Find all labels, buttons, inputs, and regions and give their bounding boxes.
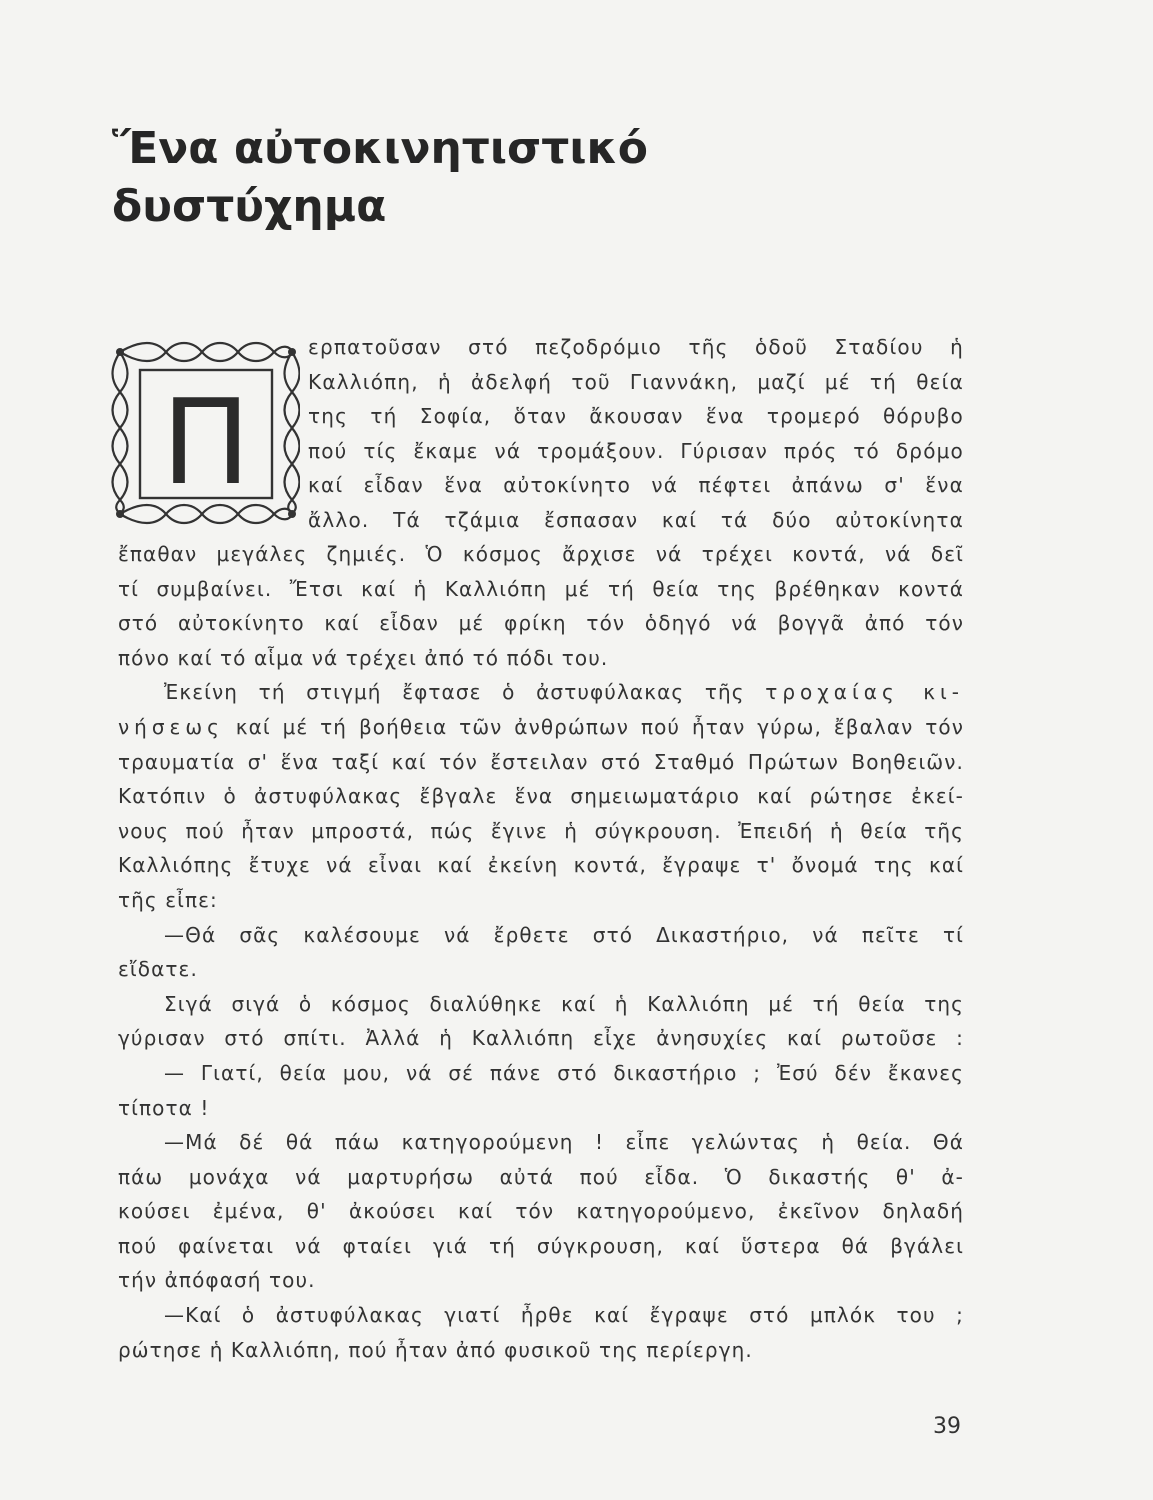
text-line: τίποτα !	[118, 1095, 210, 1120]
text-line	[118, 710, 964, 745]
text-line: —Καί ὁ ἀστυφύλακας γιατί ἦρθε καί ἔγραψε στό μπλόκ του ;	[164, 1303, 964, 1328]
chapter-title	[112, 120, 812, 236]
text-line: ερπατοῦσαν στό πεζοδρόμιο τῆς ὁδοῦ Σταδίου ἡ	[308, 335, 964, 359]
text-fragment: Ἐκείνη τή στιγμή ἔφτασε ὁ ἀστυφύλακας τῆς	[164, 680, 745, 705]
chapter-title-line-2: δυστύχημα	[112, 181, 387, 232]
text-line: ρώτησε ἡ Καλλιόπη, πού ἦταν ἀπό φυσικοῦ της περίεργη.	[118, 1337, 753, 1362]
text-line: πού τίς ἔκαμε νά τρομάξουν. Γύρισαν πρός τό δρόμο	[308, 438, 964, 463]
text-line: πού φαίνεται νά φταίει γιά τή σύγκρουση, καί ὕστερα θά βγάλει	[118, 1233, 964, 1258]
text-line: — Γιατί, θεία μου, νά σέ πάνε στό δικαστήριο ; Ἐσύ δέν ἔκανες	[164, 1060, 964, 1085]
page-number: 39	[933, 1414, 961, 1439]
text-line: Κατόπιν ὁ ἀστυφύλακας ἔβγαλε ἕνα σημειωματάριο καί ρώτησε ἐκεί-	[118, 784, 964, 809]
chapter-title-line-1: Ἕνα αὐτοκινητιστικό	[112, 123, 648, 174]
text-line	[118, 675, 964, 710]
opening-paragraph-lines	[308, 330, 964, 538]
text-line: γύρισαν στό σπίτι. Ἀλλά ἡ Καλλιόπη εἶχε ἀνησυχίες καί ρωτοῦσε :	[118, 1026, 964, 1051]
text-line: τί συμβαίνει. Ἔτσι καί ἡ Καλλιόπη μέ τή θεία της βρέθηκαν κοντά	[118, 576, 964, 601]
drop-cap-letter: Π	[161, 373, 251, 511]
text-line: εἴδατε.	[118, 957, 198, 982]
text-line: νους πού ἦταν μπροστά, πώς ἔγινε ἡ σύγκρουση. Ἐπειδή ἡ θεία τῆς	[118, 818, 964, 843]
text-line: Καλλιόπης ἔτυχε νά εἶναι καί ἐκείνη κοντά, ἔγραψε τ' ὄνομά της καί	[118, 853, 964, 878]
text-line: τραυματία σ' ἕνα ταξί καί τόν ἔστειλαν στό Σταθμό Πρώτων Βοηθειῶν.	[118, 749, 964, 774]
text-line: πόνο καί τό αἷμα νά τρέχει ἀπό τό πόδι του.	[118, 645, 609, 670]
text-line: τήν ἀπόφασή του.	[118, 1268, 316, 1293]
text-line: Καλλιόπη, ἡ ἀδελφή τοῦ Γιαννάκη, μαζί μέ τή θεία	[308, 369, 964, 394]
text-line: ἔπαθαν μεγάλες ζημιές. Ὁ κόσμος ἄρχισε νά τρέχει κοντά, νά δεῖ	[118, 542, 964, 566]
text-line: —Μά δέ θά πάω κατηγορούμενη ! εἶπε γελώντας ἡ θεία. Θά	[164, 1130, 964, 1155]
ornamental-drop-cap	[106, 338, 300, 528]
text-line: Σιγά σιγά ὁ κόσμος διαλύθηκε καί ἡ Καλλιόπη μέ τή θεία της	[164, 991, 964, 1016]
text-line: τῆς εἶπε:	[118, 887, 218, 912]
text-line: της τή Σοφία, ὅταν ἄκουσαν ἕνα τρομερό θόρυβο	[308, 404, 964, 429]
text-line: στό αὐτοκίνητο καί εἶδαν μέ φρίκη τόν ὁδηγό νά βογγᾶ ἀπό τόν	[118, 611, 964, 636]
text-line: ἄλλο. Τά τζάμια ἔσπασαν καί τά δύο αὐτοκίνητα	[308, 507, 964, 532]
text-line: —Θά σᾶς καλέσουμε νά ἔρθετε στό Δικαστήριο, νά πεῖτε τί	[164, 922, 964, 947]
text-fragment: καί μέ τή βοήθεια τῶν ἀνθρώπων πού ἦταν γύρω, ἔβαλαν τόν	[235, 714, 964, 739]
text-line: κούσει ἐμένα, θ' ἀκούσει καί τόν κατηγορούμενο, ἐκεῖνον δηλαδή	[118, 1199, 964, 1224]
drop-cap-frame	[106, 338, 300, 528]
text-line: καί εἶδαν ἕνα αὐτοκίνητο νά πέφτει ἀπάνω σ' ἕνα	[308, 473, 964, 498]
story-body	[118, 537, 964, 1367]
spaced-emphasis: τροχαίας κι-	[765, 680, 964, 705]
text-line: πάω μονάχα νά μαρτυρήσω αὐτά πού εἶδα. Ὁ δικαστής θ' ἀ-	[118, 1164, 964, 1189]
spaced-emphasis: νήσεως	[118, 714, 224, 739]
